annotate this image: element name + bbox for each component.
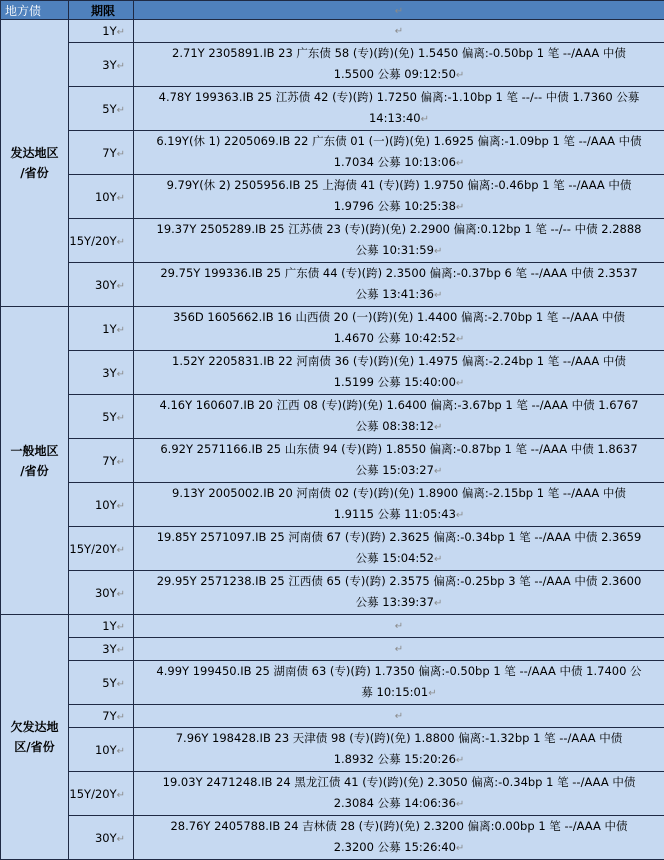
term-label: 5Y: [102, 676, 116, 690]
term-label: 10Y: [95, 498, 117, 512]
paragraph-mark: ↵: [456, 799, 464, 810]
term-cell: [69, 483, 134, 527]
region-label-line1: 欠发达地: [1, 717, 68, 737]
paragraph-mark: ↵: [117, 622, 125, 633]
region-label: [1, 20, 69, 307]
term-cell: [69, 816, 134, 860]
quote-detail-cell: [134, 20, 664, 43]
term-label: 1Y: [102, 322, 116, 336]
quote-line-2-text: 公募 15:03:27: [356, 463, 434, 477]
table-row: [1, 219, 664, 263]
quote-line-2: [140, 793, 658, 815]
region-label-line1: 一般地区: [1, 441, 68, 461]
term-label: 5Y: [102, 410, 116, 424]
quote-line-2-text: 公募 13:41:36: [356, 287, 434, 301]
quote-line-1: 19.37Y 2505289.IB 25 江苏债 23 (专)(跨)(免) 2.2900 偏离:0.12bp 1 笔 --/-- 中债 2.2888: [140, 219, 658, 240]
paragraph-mark: ↵: [117, 589, 125, 600]
table-row: [1, 638, 664, 661]
quote-detail-cell: [134, 483, 664, 527]
paragraph-mark: ↵: [395, 6, 403, 17]
quote-line-1: 29.75Y 199336.IB 25 广东债 44 (专)(跨) 2.3500 偏离:-0.37bp 6 笔 --/AAA 中债 2.3537: [140, 263, 658, 284]
quote-line-2: [140, 152, 658, 174]
quote-line-2-text: 1.5500 公募 09:12:50: [334, 67, 456, 81]
term-cell: [69, 772, 134, 816]
paragraph-mark: ↵: [456, 378, 464, 389]
quote-line-2-text: 1.4670 公募 10:42:52: [334, 331, 456, 345]
quote-line-2-text: 公募 13:39:37: [356, 595, 434, 609]
paragraph-mark: ↵: [117, 237, 125, 248]
term-label: 1Y: [102, 619, 116, 633]
paragraph-mark: ↵: [456, 755, 464, 766]
table-row: [1, 439, 664, 483]
term-label: 15Y/20Y: [69, 787, 116, 801]
quote-line-1: 6.92Y 2571166.IB 25 山东债 94 (专)(跨) 1.8550 偏离:-0.87bp 1 笔 --/AAA 中债 1.8637: [140, 439, 658, 460]
header-region: 地方债: [1, 1, 69, 20]
quote-line-2: [140, 328, 658, 350]
quote-line-1: 9.79Y(休 2) 2505956.IB 25 上海债 41 (专)(跨) 1.9750 偏离:-0.46bp 1 笔 --/AAA 中债: [140, 175, 658, 196]
table-row: [1, 175, 664, 219]
term-cell: [69, 175, 134, 219]
quote-line-2-text: 1.8932 公募 15:20:26: [334, 752, 456, 766]
term-cell: [69, 661, 134, 705]
quote-line-2-text: 2.3200 公募 15:26:40: [334, 840, 456, 854]
term-cell: [69, 351, 134, 395]
paragraph-mark: ↵: [117, 369, 125, 380]
paragraph-mark: ↵: [434, 554, 442, 565]
quote-detail-cell: [134, 307, 664, 351]
term-cell: [69, 307, 134, 351]
quote-line-2-text: 1.5199 公募 15:40:00: [334, 375, 456, 389]
term-cell: [69, 615, 134, 638]
region-label-line2: /省份: [1, 163, 68, 183]
quote-line-1: 2.71Y 2305891.IB 23 广东债 58 (专)(跨)(免) 1.5450 偏离:-0.50bp 1 笔 --/AAA 中债: [140, 43, 658, 64]
quote-line-1: 19.03Y 2471248.IB 24 黑龙江债 41 (专)(跨)(免) 2.3050 偏离:-0.34bp 1 笔 --/AAA 中债: [140, 772, 658, 793]
quote-detail-cell: [134, 43, 664, 87]
paragraph-mark: ↵: [395, 711, 403, 722]
term-cell: [69, 263, 134, 307]
quote-line-2: [140, 64, 658, 86]
table-row: [1, 351, 664, 395]
paragraph-mark: ↵: [117, 105, 125, 116]
term-cell: [69, 20, 134, 43]
header-detail: [134, 1, 664, 20]
quote-line-2: [140, 108, 658, 130]
quote-line-2-text: 1.7034 公募 10:13:06: [334, 155, 456, 169]
table-row: [1, 483, 664, 527]
quote-line-1: 28.76Y 2405788.IB 24 吉林债 28 (专)(跨)(免) 2.3200 偏离:0.00bp 1 笔 --/AAA 中债: [140, 816, 658, 837]
term-label: 7Y: [102, 709, 116, 723]
paragraph-mark: ↵: [434, 466, 442, 477]
quote-line-2-text: 14:13:40: [369, 111, 421, 125]
quote-detail-cell: [134, 816, 664, 860]
quote-line-1: 29.95Y 2571238.IB 25 江西债 65 (专)(跨) 2.3575 偏离:-0.25bp 3 笔 --/AAA 中债 2.3600: [140, 571, 658, 592]
paragraph-mark: ↵: [117, 645, 125, 656]
paragraph-mark: ↵: [456, 202, 464, 213]
table-row: [1, 728, 664, 772]
quote-detail-cell: [134, 661, 664, 705]
paragraph-mark: ↵: [117, 193, 125, 204]
paragraph-mark: ↵: [456, 70, 464, 81]
quote-line-1: 4.78Y 199363.IB 25 江苏债 42 (专)(跨) 1.7250 偏离:-1.10bp 1 笔 --/-- 中债 1.7360 公募: [140, 87, 658, 108]
quote-detail-cell: [134, 263, 664, 307]
quote-line-2-text: 1.9115 公募 11:05:43: [334, 507, 456, 521]
term-label: 30Y: [95, 831, 117, 845]
quote-line-2-text: 2.3084 公募 14:06:36: [334, 796, 456, 810]
quote-line-1: 1.52Y 2205831.IB 22 河南债 36 (专)(跨)(免) 1.4975 偏离:-2.24bp 1 笔 --/AAA 中债: [140, 351, 658, 372]
paragraph-mark: ↵: [117, 281, 125, 292]
quote-line-2-text: 公募 08:38:12: [356, 419, 434, 433]
term-label: 30Y: [95, 278, 117, 292]
table-row: [1, 772, 664, 816]
quote-line-2-text: 1.9796 公募 10:25:38: [334, 199, 456, 213]
paragraph-mark: ↵: [395, 26, 403, 37]
quote-detail-cell: [134, 638, 664, 661]
quote-detail-cell: [134, 351, 664, 395]
quote-line-1: 9.13Y 2005002.IB 20 河南债 02 (专)(跨)(免) 1.8900 偏离:-2.15bp 1 笔 --/AAA 中债: [140, 483, 658, 504]
paragraph-mark: ↵: [117, 457, 125, 468]
header-row: [1, 1, 664, 20]
quote-line-2: [140, 592, 658, 614]
term-cell: [69, 527, 134, 571]
term-cell: [69, 705, 134, 728]
quote-line-2: [140, 196, 658, 218]
quote-detail-cell: [134, 87, 664, 131]
quote-line-2-text: 公募 15:04:52: [356, 551, 434, 565]
quote-detail-cell: [134, 571, 664, 615]
table-row: [1, 395, 664, 439]
paragraph-mark: ↵: [117, 679, 125, 690]
paragraph-mark: ↵: [117, 149, 125, 160]
term-label: 10Y: [95, 743, 117, 757]
paragraph-mark: ↵: [434, 598, 442, 609]
region-label: [1, 615, 69, 860]
quote-detail-cell: [134, 439, 664, 483]
region-label-line2: /省份: [1, 461, 68, 481]
paragraph-mark: ↵: [421, 114, 429, 125]
quote-line-2: [140, 284, 658, 306]
term-cell: [69, 571, 134, 615]
paragraph-mark: ↵: [117, 746, 125, 757]
header-term: 期限: [69, 1, 134, 20]
quote-detail-cell: [134, 772, 664, 816]
term-label: 7Y: [102, 454, 116, 468]
paragraph-mark: ↵: [456, 158, 464, 169]
paragraph-mark: ↵: [117, 325, 125, 336]
paragraph-mark: ↵: [428, 688, 436, 699]
table-row: [1, 571, 664, 615]
quote-line-1: 7.96Y 198428.IB 23 天津债 98 (专)(跨)(免) 1.8800 偏离:-1.32bp 1 笔 --/AAA 中债: [140, 728, 658, 749]
quote-line-2-text: 募 10:15:01: [361, 685, 428, 699]
paragraph-mark: ↵: [117, 27, 125, 38]
table-row: [1, 705, 664, 728]
paragraph-mark: ↵: [117, 712, 125, 723]
term-label: 5Y: [102, 102, 116, 116]
quote-line-1: 4.16Y 160607.IB 20 江西 08 (专)(跨)(免) 1.6400 偏离:-3.67bp 1 笔 --/AAA 中债 1.6767: [140, 395, 658, 416]
term-label: 7Y: [102, 146, 116, 160]
term-label: 10Y: [95, 190, 117, 204]
quote-detail-cell: [134, 728, 664, 772]
term-label: 1Y: [102, 24, 116, 38]
table-row: [1, 661, 664, 705]
paragraph-mark: ↵: [117, 413, 125, 424]
term-label: 3Y: [102, 366, 116, 380]
quote-detail-cell: [134, 615, 664, 638]
quote-detail-cell: [134, 131, 664, 175]
quote-line-1: 356D 1605662.IB 16 山西债 20 (一)(跨)(免) 1.4400 偏离:-2.70bp 1 笔 --/AAA 中债: [140, 307, 658, 328]
quote-line-2: [140, 240, 658, 262]
term-label: 30Y: [95, 586, 117, 600]
quote-line-2: [140, 837, 658, 859]
term-cell: [69, 87, 134, 131]
quote-line-2: [140, 682, 658, 704]
quote-detail-cell: [134, 527, 664, 571]
quote-detail-cell: [134, 175, 664, 219]
term-cell: [69, 131, 134, 175]
paragraph-mark: ↵: [434, 422, 442, 433]
quote-detail-cell: [134, 219, 664, 263]
paragraph-mark: ↵: [395, 644, 403, 655]
paragraph-mark: ↵: [117, 790, 125, 801]
quote-line-1: 19.85Y 2571097.IB 25 河南债 67 (专)(跨) 2.3625 偏离:-0.34bp 1 笔 --/AAA 中债 2.3659: [140, 527, 658, 548]
term-label: 15Y/20Y: [69, 542, 116, 556]
table-row: [1, 20, 664, 43]
term-label: 3Y: [102, 642, 116, 656]
table-row: [1, 87, 664, 131]
term-label: 3Y: [102, 58, 116, 72]
quote-detail-cell: [134, 705, 664, 728]
paragraph-mark: ↵: [434, 290, 442, 301]
quote-line-2: [140, 416, 658, 438]
paragraph-mark: ↵: [434, 246, 442, 257]
quote-line-1: 6.19Y(休 1) 2205069.IB 22 广东债 01 (一)(跨)(免) 1.6925 偏离:-1.09bp 1 笔 --/AAA 中债: [140, 131, 658, 152]
paragraph-mark: ↵: [456, 510, 464, 521]
region-label-line1: 发达地区: [1, 143, 68, 163]
table-row: [1, 527, 664, 571]
paragraph-mark: ↵: [117, 501, 125, 512]
quote-line-2: [140, 372, 658, 394]
table-row: [1, 307, 664, 351]
paragraph-mark: ↵: [456, 843, 464, 854]
paragraph-mark: ↵: [456, 334, 464, 345]
table-row: [1, 43, 664, 87]
paragraph-mark: ↵: [395, 621, 403, 632]
region-label-line2: 区/省份: [1, 737, 68, 757]
table-row: [1, 131, 664, 175]
term-cell: [69, 439, 134, 483]
term-cell: [69, 728, 134, 772]
table-row: [1, 615, 664, 638]
quote-line-1: 4.99Y 199450.IB 25 湖南债 63 (专)(跨) 1.7350 偏离:-0.50bp 1 笔 --/AAA 中债 1.7400 公: [140, 661, 658, 682]
term-cell: [69, 395, 134, 439]
region-label: [1, 307, 69, 615]
paragraph-mark: ↵: [117, 61, 125, 72]
term-label: 15Y/20Y: [69, 234, 116, 248]
paragraph-mark: ↵: [117, 834, 125, 845]
quote-line-2: [140, 548, 658, 570]
quote-line-2-text: 公募 10:31:59: [356, 243, 434, 257]
paragraph-mark: ↵: [117, 545, 125, 556]
term-cell: [69, 219, 134, 263]
quote-line-2: [140, 460, 658, 482]
term-cell: [69, 43, 134, 87]
table-row: [1, 816, 664, 860]
quote-detail-cell: [134, 395, 664, 439]
quote-line-2: [140, 749, 658, 771]
quote-line-2: [140, 504, 658, 526]
term-cell: [69, 638, 134, 661]
table-row: [1, 263, 664, 307]
